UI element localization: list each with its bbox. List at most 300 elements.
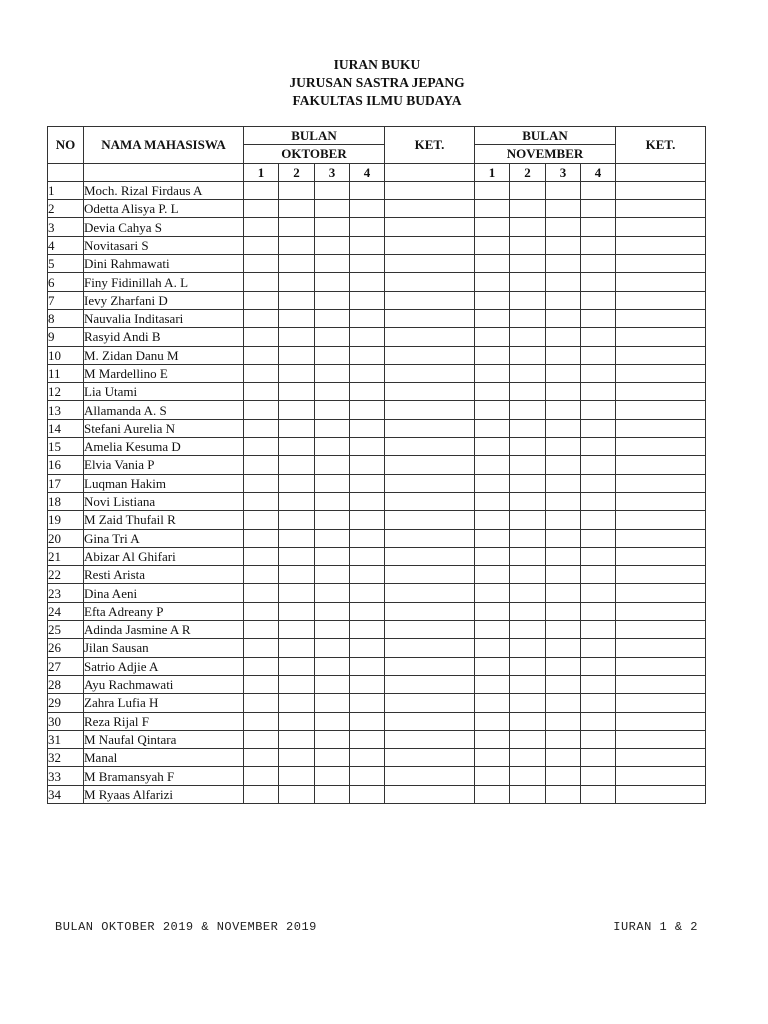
cell-nov-week-4 (581, 383, 616, 401)
row-number: 34 (48, 785, 84, 803)
student-name: Ayu Rachmawati (84, 675, 244, 693)
cell-okt-week-4 (350, 529, 385, 547)
cell-okt-week-3 (315, 364, 350, 382)
table-row (48, 749, 706, 767)
cell-ket-november (616, 200, 706, 218)
cell-ket-oktober (385, 785, 475, 803)
cell-okt-week-3 (315, 474, 350, 492)
cell-nov-week-4 (581, 492, 616, 510)
table-row (48, 694, 706, 712)
table-row (48, 767, 706, 785)
cell-ket-november (616, 785, 706, 803)
cell-ket-oktober (385, 621, 475, 639)
header-month-oktober: OKTOBER (244, 145, 385, 163)
cell-ket-oktober (385, 492, 475, 510)
cell-nov-week-4 (581, 529, 616, 547)
cell-okt-week-3 (315, 767, 350, 785)
table-row (48, 730, 706, 748)
cell-okt-week-3 (315, 401, 350, 419)
cell-okt-week-4 (350, 438, 385, 456)
cell-ket-oktober (385, 291, 475, 309)
footer-iuran: IURAN 1 & 2 (613, 920, 698, 934)
cell-okt-week-2 (279, 181, 315, 199)
cell-nov-week-2 (510, 273, 546, 291)
cell-okt-week-2 (279, 730, 315, 748)
student-name: Adinda Jasmine A R (84, 621, 244, 639)
table-row (48, 474, 706, 492)
cell-ket-oktober (385, 547, 475, 565)
cell-okt-week-1 (244, 730, 279, 748)
week-header-november-1: 1 (475, 163, 510, 181)
cell-okt-week-3 (315, 675, 350, 693)
cell-ket-november (616, 218, 706, 236)
cell-nov-week-1 (475, 273, 510, 291)
cell-okt-week-4 (350, 694, 385, 712)
row-number: 6 (48, 273, 84, 291)
header-ket-2: KET. (616, 127, 706, 164)
student-name: Zahra Lufia H (84, 694, 244, 712)
cell-okt-week-4 (350, 584, 385, 602)
cell-ket-oktober (385, 657, 475, 675)
cell-ket-november (616, 694, 706, 712)
cell-okt-week-3 (315, 730, 350, 748)
cell-okt-week-1 (244, 291, 279, 309)
cell-nov-week-3 (546, 181, 581, 199)
cell-okt-week-1 (244, 236, 279, 254)
cell-okt-week-3 (315, 639, 350, 657)
cell-nov-week-3 (546, 328, 581, 346)
cell-nov-week-2 (510, 492, 546, 510)
cell-nov-week-1 (475, 328, 510, 346)
cell-ket-oktober (385, 712, 475, 730)
student-name: Resti Arista (84, 566, 244, 584)
cell-nov-week-4 (581, 328, 616, 346)
cell-okt-week-3 (315, 419, 350, 437)
cell-okt-week-1 (244, 328, 279, 346)
cell-okt-week-1 (244, 383, 279, 401)
cell-nov-week-4 (581, 639, 616, 657)
cell-okt-week-3 (315, 712, 350, 730)
table-row (48, 401, 706, 419)
row-number: 27 (48, 657, 84, 675)
cell-nov-week-4 (581, 346, 616, 364)
cell-ket-november (616, 529, 706, 547)
cell-ket-oktober (385, 419, 475, 437)
cell-nov-week-2 (510, 401, 546, 419)
cell-okt-week-2 (279, 291, 315, 309)
cell-okt-week-3 (315, 309, 350, 327)
student-name: Moch. Rizal Firdaus A (84, 181, 244, 199)
cell-nov-week-4 (581, 547, 616, 565)
cell-nov-week-3 (546, 767, 581, 785)
cell-nov-week-3 (546, 273, 581, 291)
cell-okt-week-1 (244, 694, 279, 712)
cell-okt-week-2 (279, 657, 315, 675)
header-row-weeks (48, 163, 706, 181)
cell-nov-week-3 (546, 291, 581, 309)
table-row (48, 492, 706, 510)
cell-okt-week-2 (279, 328, 315, 346)
cell-ket-november (616, 584, 706, 602)
cell-nov-week-4 (581, 675, 616, 693)
cell-ket-november (616, 456, 706, 474)
cell-okt-week-2 (279, 749, 315, 767)
cell-nov-week-1 (475, 492, 510, 510)
cell-nov-week-2 (510, 547, 546, 565)
cell-okt-week-1 (244, 346, 279, 364)
cell-nov-week-2 (510, 694, 546, 712)
student-name: Finy Fidinillah A. L (84, 273, 244, 291)
student-name: Allamanda A. S (84, 401, 244, 419)
cell-nov-week-3 (546, 309, 581, 327)
cell-ket-oktober (385, 639, 475, 657)
cell-okt-week-3 (315, 383, 350, 401)
table-row (48, 291, 706, 309)
table-row (48, 639, 706, 657)
cell-okt-week-4 (350, 474, 385, 492)
cell-okt-week-3 (315, 273, 350, 291)
cell-okt-week-2 (279, 712, 315, 730)
cell-nov-week-3 (546, 511, 581, 529)
cell-okt-week-1 (244, 456, 279, 474)
table-row (48, 309, 706, 327)
table-row (48, 364, 706, 382)
cell-okt-week-4 (350, 749, 385, 767)
table-row (48, 328, 706, 346)
row-number: 10 (48, 346, 84, 364)
title-line-3: FAKULTAS ILMU BUDAYA (292, 93, 462, 108)
student-name: Devia Cahya S (84, 218, 244, 236)
cell-nov-week-3 (546, 346, 581, 364)
table-row (48, 218, 706, 236)
row-number: 9 (48, 328, 84, 346)
cell-nov-week-4 (581, 218, 616, 236)
cell-nov-week-1 (475, 346, 510, 364)
student-name: Ievy Zharfani D (84, 291, 244, 309)
cell-nov-week-1 (475, 383, 510, 401)
cell-ket-november (616, 438, 706, 456)
cell-nov-week-2 (510, 529, 546, 547)
cell-nov-week-3 (546, 785, 581, 803)
cell-okt-week-2 (279, 492, 315, 510)
row-number: 19 (48, 511, 84, 529)
cell-nov-week-4 (581, 621, 616, 639)
cell-okt-week-1 (244, 364, 279, 382)
cell-okt-week-3 (315, 511, 350, 529)
cell-nov-week-1 (475, 675, 510, 693)
cell-ket-oktober (385, 200, 475, 218)
week-header-november-2: 2 (510, 163, 546, 181)
student-name: Gina Tri A (84, 529, 244, 547)
cell-okt-week-4 (350, 639, 385, 657)
student-name: Rasyid Andi B (84, 328, 244, 346)
cell-nov-week-3 (546, 401, 581, 419)
row-number: 23 (48, 584, 84, 602)
cell-ket-november (616, 346, 706, 364)
student-name: Odetta Alisya P. L (84, 200, 244, 218)
cell-nov-week-3 (546, 492, 581, 510)
cell-nov-week-3 (546, 200, 581, 218)
header-ket-1: KET. (385, 127, 475, 164)
cell-nov-week-1 (475, 419, 510, 437)
row-number: 12 (48, 383, 84, 401)
cell-okt-week-1 (244, 273, 279, 291)
cell-okt-week-4 (350, 492, 385, 510)
cell-nov-week-1 (475, 694, 510, 712)
cell-okt-week-2 (279, 383, 315, 401)
student-name: Elvia Vania P (84, 456, 244, 474)
cell-okt-week-3 (315, 291, 350, 309)
cell-ket-oktober (385, 584, 475, 602)
cell-nov-week-2 (510, 584, 546, 602)
row-number: 28 (48, 675, 84, 693)
header-blank-no (48, 163, 84, 181)
cell-nov-week-2 (510, 566, 546, 584)
cell-nov-week-1 (475, 566, 510, 584)
cell-okt-week-2 (279, 236, 315, 254)
cell-ket-oktober (385, 364, 475, 382)
cell-nov-week-1 (475, 730, 510, 748)
cell-nov-week-3 (546, 621, 581, 639)
cell-ket-oktober (385, 273, 475, 291)
row-number: 11 (48, 364, 84, 382)
week-header-oktober-3: 3 (315, 163, 350, 181)
cell-okt-week-1 (244, 438, 279, 456)
cell-okt-week-2 (279, 566, 315, 584)
table-row (48, 383, 706, 401)
cell-okt-week-1 (244, 621, 279, 639)
cell-okt-week-2 (279, 602, 315, 620)
cell-nov-week-1 (475, 511, 510, 529)
cell-nov-week-4 (581, 511, 616, 529)
table-row (48, 657, 706, 675)
cell-ket-november (616, 492, 706, 510)
cell-okt-week-3 (315, 328, 350, 346)
cell-ket-oktober (385, 675, 475, 693)
cell-okt-week-2 (279, 639, 315, 657)
cell-nov-week-3 (546, 675, 581, 693)
cell-nov-week-4 (581, 712, 616, 730)
cell-nov-week-3 (546, 749, 581, 767)
cell-nov-week-3 (546, 639, 581, 657)
cell-nov-week-4 (581, 785, 616, 803)
row-number: 29 (48, 694, 84, 712)
cell-ket-november (616, 639, 706, 657)
cell-nov-week-3 (546, 694, 581, 712)
cell-nov-week-2 (510, 328, 546, 346)
cell-okt-week-3 (315, 236, 350, 254)
cell-ket-november (616, 328, 706, 346)
student-name: Nauvalia Inditasari (84, 309, 244, 327)
cell-okt-week-2 (279, 547, 315, 565)
row-number: 14 (48, 419, 84, 437)
cell-ket-november (616, 364, 706, 382)
cell-okt-week-3 (315, 255, 350, 273)
table-row (48, 419, 706, 437)
cell-ket-oktober (385, 255, 475, 273)
cell-ket-oktober (385, 181, 475, 199)
cell-nov-week-2 (510, 218, 546, 236)
cell-ket-november (616, 511, 706, 529)
row-number: 20 (48, 529, 84, 547)
cell-nov-week-2 (510, 364, 546, 382)
document-title (0, 56, 754, 110)
student-name: Lia Utami (84, 383, 244, 401)
cell-ket-oktober (385, 767, 475, 785)
cell-ket-november (616, 255, 706, 273)
cell-nov-week-2 (510, 749, 546, 767)
cell-nov-week-2 (510, 255, 546, 273)
cell-ket-november (616, 181, 706, 199)
cell-okt-week-1 (244, 584, 279, 602)
cell-ket-november (616, 749, 706, 767)
cell-ket-oktober (385, 456, 475, 474)
cell-nov-week-1 (475, 309, 510, 327)
cell-ket-oktober (385, 328, 475, 346)
cell-nov-week-1 (475, 547, 510, 565)
cell-nov-week-1 (475, 218, 510, 236)
table-row (48, 584, 706, 602)
cell-okt-week-2 (279, 419, 315, 437)
cell-ket-november (616, 309, 706, 327)
cell-nov-week-4 (581, 364, 616, 382)
student-name: Stefani Aurelia N (84, 419, 244, 437)
cell-ket-oktober (385, 749, 475, 767)
cell-nov-week-3 (546, 584, 581, 602)
cell-nov-week-2 (510, 675, 546, 693)
row-number: 18 (48, 492, 84, 510)
cell-ket-november (616, 730, 706, 748)
cell-okt-week-1 (244, 218, 279, 236)
cell-nov-week-2 (510, 419, 546, 437)
student-name: Efta Adreany P (84, 602, 244, 620)
row-number: 32 (48, 749, 84, 767)
header-bulan-1: BULAN (244, 127, 385, 145)
cell-nov-week-1 (475, 529, 510, 547)
cell-okt-week-2 (279, 401, 315, 419)
cell-okt-week-2 (279, 529, 315, 547)
cell-okt-week-4 (350, 547, 385, 565)
cell-okt-week-2 (279, 675, 315, 693)
week-header-oktober-2: 2 (279, 163, 315, 181)
student-name: Manal (84, 749, 244, 767)
cell-nov-week-3 (546, 456, 581, 474)
cell-okt-week-2 (279, 621, 315, 639)
cell-nov-week-1 (475, 474, 510, 492)
student-name: Luqman Hakim (84, 474, 244, 492)
cell-nov-week-1 (475, 364, 510, 382)
cell-ket-oktober (385, 566, 475, 584)
row-number: 25 (48, 621, 84, 639)
cell-nov-week-4 (581, 474, 616, 492)
cell-okt-week-3 (315, 218, 350, 236)
cell-ket-oktober (385, 529, 475, 547)
cell-nov-week-4 (581, 419, 616, 437)
cell-okt-week-1 (244, 547, 279, 565)
cell-nov-week-3 (546, 602, 581, 620)
cell-nov-week-2 (510, 657, 546, 675)
cell-nov-week-4 (581, 657, 616, 675)
week-header-november-4: 4 (581, 163, 616, 181)
table-row (48, 511, 706, 529)
student-name: Reza Rijal F (84, 712, 244, 730)
header-month-november: NOVEMBER (475, 145, 616, 163)
cell-ket-oktober (385, 236, 475, 254)
cell-nov-week-4 (581, 236, 616, 254)
cell-okt-week-4 (350, 456, 385, 474)
table-row (48, 456, 706, 474)
cell-nov-week-1 (475, 401, 510, 419)
row-number: 26 (48, 639, 84, 657)
cell-okt-week-3 (315, 566, 350, 584)
row-number: 1 (48, 181, 84, 199)
cell-nov-week-2 (510, 639, 546, 657)
cell-okt-week-2 (279, 511, 315, 529)
cell-ket-oktober (385, 730, 475, 748)
student-name: M Naufal Qintara (84, 730, 244, 748)
cell-okt-week-4 (350, 675, 385, 693)
student-name: M Ryaas Alfarizi (84, 785, 244, 803)
header-name: NAMA MAHASISWA (84, 127, 244, 164)
cell-nov-week-4 (581, 273, 616, 291)
cell-nov-week-2 (510, 602, 546, 620)
row-number: 8 (48, 309, 84, 327)
cell-okt-week-2 (279, 694, 315, 712)
cell-ket-november (616, 383, 706, 401)
cell-nov-week-4 (581, 309, 616, 327)
student-name: Jilan Sausan (84, 639, 244, 657)
cell-nov-week-2 (510, 346, 546, 364)
cell-ket-oktober (385, 438, 475, 456)
cell-okt-week-1 (244, 401, 279, 419)
cell-ket-november (616, 236, 706, 254)
cell-okt-week-1 (244, 712, 279, 730)
header-row-1 (48, 127, 706, 145)
cell-okt-week-1 (244, 492, 279, 510)
cell-ket-oktober (385, 309, 475, 327)
row-number: 22 (48, 566, 84, 584)
cell-nov-week-4 (581, 602, 616, 620)
cell-nov-week-2 (510, 712, 546, 730)
cell-okt-week-3 (315, 529, 350, 547)
cell-okt-week-4 (350, 767, 385, 785)
cell-nov-week-1 (475, 767, 510, 785)
cell-okt-week-4 (350, 364, 385, 382)
cell-nov-week-3 (546, 236, 581, 254)
cell-nov-week-3 (546, 474, 581, 492)
student-name: Dina Aeni (84, 584, 244, 602)
cell-okt-week-3 (315, 438, 350, 456)
cell-okt-week-1 (244, 749, 279, 767)
header-no: NO (48, 127, 84, 164)
header-blank-ket-1 (385, 163, 475, 181)
cell-okt-week-2 (279, 218, 315, 236)
row-number: 21 (48, 547, 84, 565)
cell-okt-week-4 (350, 383, 385, 401)
cell-okt-week-4 (350, 346, 385, 364)
cell-nov-week-4 (581, 401, 616, 419)
cell-nov-week-2 (510, 456, 546, 474)
cell-ket-oktober (385, 383, 475, 401)
cell-okt-week-4 (350, 511, 385, 529)
week-header-oktober-1: 1 (244, 163, 279, 181)
cell-okt-week-1 (244, 181, 279, 199)
cell-okt-week-2 (279, 474, 315, 492)
student-name: Amelia Kesuma D (84, 438, 244, 456)
cell-nov-week-3 (546, 383, 581, 401)
cell-nov-week-2 (510, 236, 546, 254)
cell-nov-week-3 (546, 255, 581, 273)
